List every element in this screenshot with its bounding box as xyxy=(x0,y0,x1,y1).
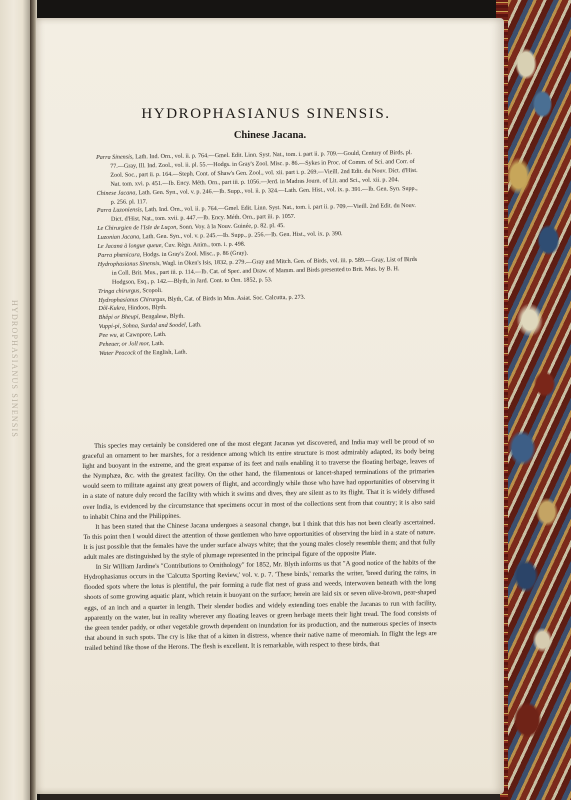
page-edge xyxy=(40,794,500,800)
synonym-name: Parra Luzoniensis, xyxy=(96,207,144,215)
synonym-name: Hydrophasianus Sinensis, xyxy=(97,260,161,268)
show-through-text: HYDROPHASIANUS SINENSIS xyxy=(10,300,19,439)
page-subtitle: Chinese Jacana. xyxy=(233,130,307,141)
synonym-name: Water Peacock xyxy=(99,350,136,357)
synonymy-entry xyxy=(96,149,419,190)
synonym-name: Tringa chirurgus, xyxy=(98,287,141,295)
synonym-name: Hydrophasianus Chirurgus, xyxy=(98,296,167,304)
synonym-reference: Cuv. Règn. Anim., tom. i. p. 498. xyxy=(162,241,246,250)
synonym-reference: Lath. xyxy=(187,322,202,329)
synonym-reference: Blyth, Cat. of Birds in Mus. Asiat. Soc. Calcutta, p. 273. xyxy=(166,294,306,303)
synonym-reference: Lath. Gen. Syn., vol. v. p. 245.—Ib. Supp., p. 256.—Ib. Gen. Hist., vol. ix. p. 390. xyxy=(140,231,343,241)
synonym-name: Parra Sinensis, xyxy=(96,154,134,161)
synonymy-list xyxy=(96,149,421,359)
synonym-name: Dôl-Kukra, xyxy=(98,305,127,313)
synonym-name: Bhêpi or Bheupi, xyxy=(98,314,141,322)
synonym-reference: Bengalese, Blyth. xyxy=(139,313,185,321)
paragraph: In Sir William Jardine's "Contributions to Ornithology" for 1852, Mr. Blyth informs us that "A good notice of the habits of the Hydrophasianus occurs in the 'Calcutta Sporting Review,' vol. v. p. 7. 'These birds,' remarks the writer, 'breed during the rains, in flooded spots where the lotus is plentiful, the pair forming a rude flat nest of grass and weeds, interwoven beneath with the long shoots of some growing aquatic plant, which retain it buoyant on the surface; herein are laid six or seven olive-brown, pear-shaped eggs, of an inch and a quarter in length. Their slender bodies and widely extending toes enable the Jacanas to run with facility, apparently on the water, but in reality wherever any floating leaves or green herbage meets their light tread. The food consists of the green tender paddy, or other vegetable growth dependent on inundation for its production, and the numerous species of insects that abound in such spots. The cry is like that of a kitten in distress, whence their native name of meeomiah. In flight the legs are trailed behind like those of the Herons. The flesh is excellent. It is remarkable, with respect to these birds, that xyxy=(83,559,437,652)
facing-page xyxy=(0,0,30,800)
synonym-name: Vuppi-pi, Sohna, Surdal and Soodel, xyxy=(98,322,188,331)
synonym-name: Peheuer, or Joll mor, xyxy=(98,341,150,349)
synonym-reference: Hodgs. in Gray's Zool. Misc., p. 86 (Gray). xyxy=(141,250,249,259)
synonym-name: Le Jacana à longue queue, xyxy=(97,243,164,251)
synonym-reference: at Cawnpore, Lath. xyxy=(118,332,167,339)
synonym-reference: Lath. xyxy=(149,340,165,348)
paragraph: This species may certainly be considered one of the most elegant Jacanas yet discovered, and India may well be proud of so graceful an ornament to her marshes, for a residence among which its entire structure is most admirably adapted, its body being light and buoyant in the extreme, and the great expanse of its feet and nails enabling it to traverse the floating herbage, leaves of the Nymphæa, &c. with the greatest facility. On the other hand, the filamentous or lancet-shaped terminations of the primaries would seem to militate against any great powers of flight, and accordingly while those who have had opportunities of observing it in a state of nature duly record the facility with which it swims and dives, they are silent as to its flight. That it is widely diffused over India, is evidenced by the circumstance that specimens occur in most of the collections sent from that country; it is also said to inhabit China and the Philippines. xyxy=(82,438,435,521)
synonym-name: Parra phœnicura, xyxy=(97,252,142,259)
synonym-name: Pee wu, xyxy=(98,332,119,340)
synonym-reference: Scopoli. xyxy=(140,287,163,294)
body-text xyxy=(82,437,437,654)
synonym-reference: Hindoos, Blyth. xyxy=(126,305,167,312)
synonym-reference: Wagl. in Oken's Isis, 1832, p. 279.—Gray and Mitch. Gen. of Birds, vol. iii. p. 589.—Gray, List of Birds in Coll. Brit. Mus., part iii. p. 114.—Ib. Cat. of Spec. and Draw. of Mamm. and Birds presented to Brit. Mus. by B. H. Hodgson, Esq., p. 142.—Blyth, in Jard. Cont. to Orn. 1852, p. 53. xyxy=(111,256,418,286)
spine-area xyxy=(2,300,24,620)
synonym-reference: of the English, Lath. xyxy=(135,349,188,357)
synonym-name: Luzonian Jacana, xyxy=(97,234,141,242)
synonym-reference: Lath. Ind. Orn., vol. ii. p. 764.—Gmel. Edit. Linn. Syst. Nat., tom. i. part ii. p. 709.—Gould, Century of Birds, pl. 77.—Gray, Ill. Ind. Zool., vol. ii. pl. 55.—Hodgs. in Gray's Zool. Misc. p. 86.—Sykes in Proc. of Comm. of Sci. and Corr. of Zool. Soc., part ii. p. 164.—Steph. Cont. of Shaw's Gen. Zool., vol. xii. part i. p. 269.—Vieill. 2nd Edit. du Nouv. Dict. d'Hist. Nat. tom. xvi. p. 451.—Ib. Ency. Méth. Orn., part iii. p. 1056.—Jerd. in Madras Journ. of Lit. and Sci., vol. xii. p. 204. xyxy=(110,150,418,188)
synonym-name: Le Chirurgien de l'Isle de Luçon, xyxy=(97,224,178,233)
page-title: HYDROPHASIANUS SINENSIS. xyxy=(141,106,391,122)
synonym-reference: Lath. Ind. Orn., vol. ii. p. 764.—Gmel. Edit. Linn. Syst. Nat., tom. i. part ii. p. 709.—Vieill. 2nd Edit. du Nouv. Dict. d'Hist. Nat., tom. xvii. p. 447.—Ib. Ency. Méth. Orn., part iii. p. 1057. xyxy=(110,203,416,224)
synonym-reference: Lath. Gen. Syn., vol. v. p. 246.—Ib. Supp., vol. ii. p. 324.—Lath. Gen. Hist., vol. ix. p. 391.—Ib. Gen. Syn. Supp., p. 256. pl. 117. xyxy=(110,185,418,206)
paragraph: It has been stated that the Chinese Jacana undergoes a seasonal change, but I think that this has not been clearly ascertained. To this point then I would direct the attention of those gentlemen who have opportunities of observing the bird in a state of nature. It is just possible that the females have the under surface always white; that the young males closely resemble them; and that fully adult males are distinguished by the style of plumage represented in the principal figure of the opposite Plate. xyxy=(83,518,436,562)
synonym-name: Chinese Jacana, xyxy=(96,189,137,197)
synonym-reference: Sonn. Voy. à la Nouv. Guinée, p. 82. pl. 45. xyxy=(177,223,285,231)
